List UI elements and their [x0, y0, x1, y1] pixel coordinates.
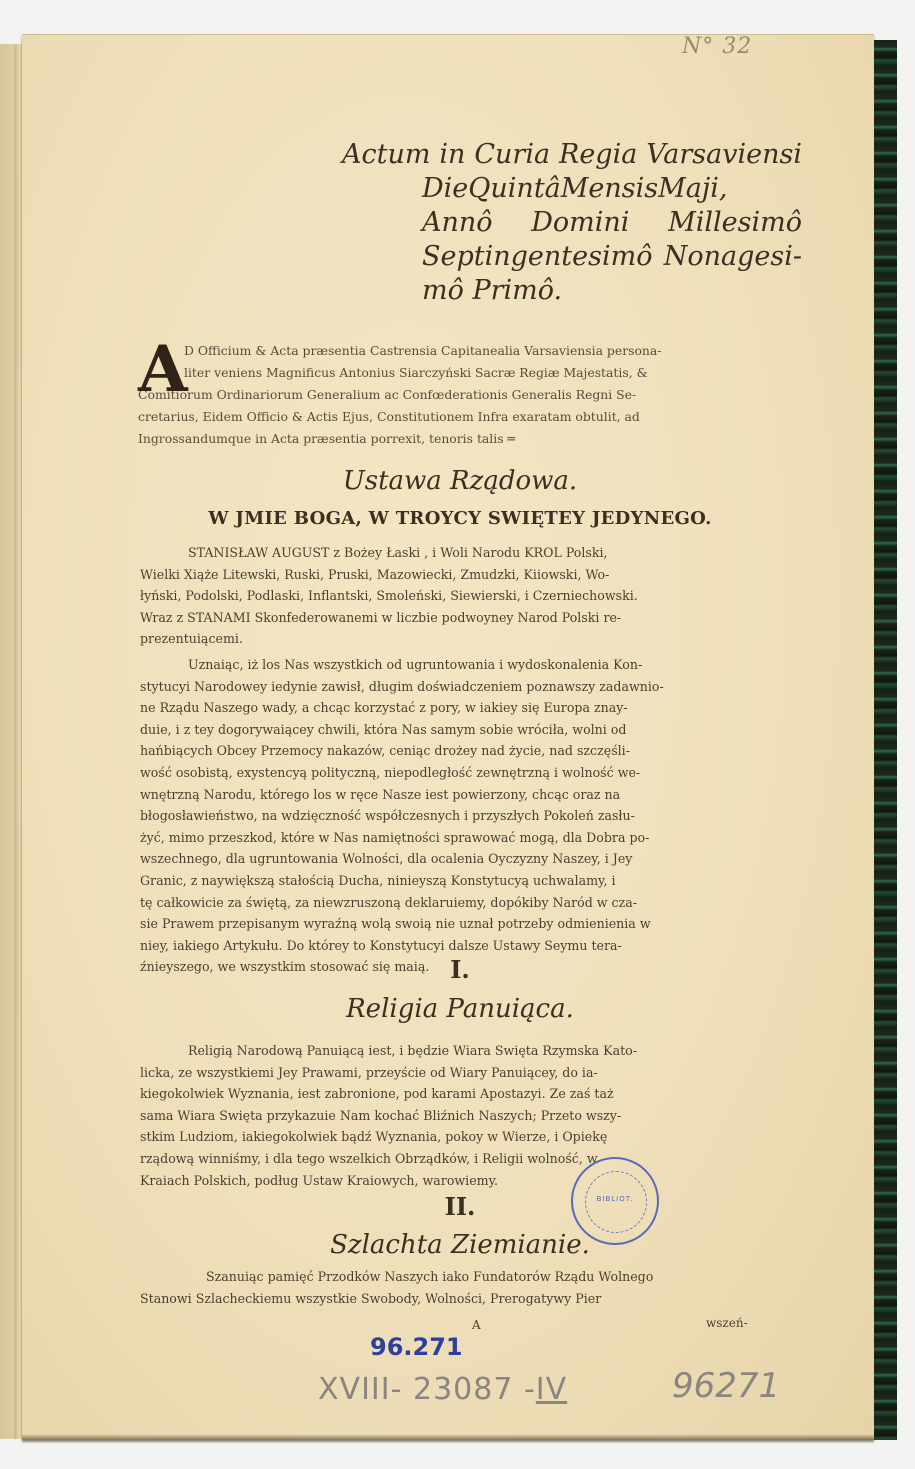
- pencil-inventory-number: 96271: [672, 1366, 781, 1406]
- section-2-numeral: II.: [444, 1192, 476, 1221]
- preamble-line: prezentuiącemi.: [140, 631, 243, 647]
- body-line: wnętrzną Narodu, którego los w ręce Nasze iest powierzony, chcąc oraz na: [140, 786, 621, 802]
- heading-line-4: [342, 240, 802, 274]
- body-line: Granic, z naywiększą stałością Ducha, ninieyszą Konstytucyą uchwalamy, i: [140, 872, 616, 888]
- body-line: stytucyi Narodowey iedynie zawisł, długim doświadczeniem poznawszy zadawnio-: [140, 678, 664, 694]
- invocation: W JMIE BOGA, W TROYCY SWIĘTEY JEDYNEGO.: [208, 508, 712, 529]
- intro-line: cretarius, Eidem Officio & Actis Ejus, Constitutionem Infra exaratam obtulit, ad: [138, 409, 640, 424]
- drop-cap: A: [138, 332, 188, 407]
- section-1-line: kiegokolwiek Wyznania, iest zabronione, pod karami Apostazyi. Ze zaś taż: [140, 1086, 614, 1102]
- section-1-line: sama Wiara Swięta przykazuie Nam kochać Bliźnich Naszych; Przeto wszy-: [140, 1107, 622, 1123]
- latin-heading: [342, 138, 802, 308]
- intro-line: liter veniens Magnificus Antonius Siarczyński Sacræ Regiæ Majestatis, &: [184, 365, 648, 380]
- heading-word: Domini: [531, 207, 630, 238]
- heading-word: Die: [422, 173, 469, 204]
- heading-word: Actum: [342, 139, 431, 170]
- body-line: hańbiących Obcey Przemocy nakazów, ceniąc drożey nad życie, nad szczęśli-: [140, 743, 630, 759]
- section-1-line: rządową winniśmy, i dla tego wszelkich Obrządków, i Religii wolność, w: [140, 1150, 598, 1166]
- shelfmark-number: - 23087 -: [390, 1372, 536, 1407]
- heading-line-1: [342, 138, 802, 172]
- heading-word: Regia: [559, 139, 638, 170]
- body-line: ne Rządu Naszego wady, a chcąc korzystać z pory, w iakiey się Europa znay-: [140, 700, 628, 716]
- section-1-title: Religia Panuiąca.: [346, 994, 574, 1024]
- document-title: Ustawa Rządowa.: [342, 466, 578, 496]
- signature-mark: A: [472, 1318, 481, 1332]
- heading-word: Quintâ: [468, 173, 561, 204]
- body-line: duie, i z tey dogorywaiącey chwili, która Nas samym sobie wróciła, wolni od: [140, 721, 627, 737]
- body-line: Uznaiąc, iż los Nas wszystkich od ugruntowania i wydoskonalenia Kon-: [188, 657, 643, 672]
- preamble-line: Wielki Xiąże Litewski, Ruski, Pruski, Mazowiecki, Zmudzki, Kiiowski, Wo-: [140, 566, 610, 582]
- intro-line: D Officium & Acta præsentia Castrensia Capitanealia Varsaviensia persona-: [184, 343, 662, 358]
- marbled-spine-edge: [874, 40, 897, 1440]
- body-line: niey, iakiego Artykułu. Do którey to Konstytucyi dalsze Ustawy Seymu tera-: [140, 937, 622, 953]
- intro-paragraph: [138, 332, 782, 450]
- shelfmark-suffix: IV: [535, 1372, 568, 1407]
- heading-word: Annô: [422, 207, 493, 238]
- body-line: wszechnego, dla ugruntowania Wolności, dla ocalenia Oyczyzny Naszey, i Jey: [140, 851, 633, 867]
- heading-word: Curia: [474, 139, 551, 170]
- section-1-line: stkim Ludziom, iakiegokolwiek bądź Wyznania, pokoy w Wierze, i Opiekę: [140, 1129, 608, 1145]
- heading-word: Nonagesi-: [663, 241, 802, 272]
- body-line: sie Prawem przepisanym wyraźną wolą swoią nie uznał potrzeby odmienienia w: [140, 916, 651, 932]
- intro-line: Ingrossandumque in Acta præsentia porrexit, tenoris talis ═: [138, 431, 515, 446]
- preamble-line: łyński, Podolski, Podlaski, Inflantski, Smoleński, Siewierski, i Czerniechowski.: [140, 588, 638, 604]
- section-1-line: Kraiach Polskich, podług Ustaw Kraiowych, warowiemy.: [140, 1172, 499, 1188]
- body-line: źnieyszego, we wszystkim stosować się maią.: [140, 959, 430, 975]
- heading-word: Maji,: [658, 173, 728, 204]
- preamble-line: STANISŁAW AUGUST z Bożey Łaski , i Woli Narodu KROL Polski,: [188, 545, 608, 560]
- intro-line: Comitiorum Ordinariorum Generalium ac Confœderationis Generalis Regni Se-: [138, 387, 637, 402]
- manuscript-number: N° 32: [682, 34, 753, 59]
- section-2-line: Stanowi Szlacheckiemu wszystkie Swobody, Wolności, Prerogatywy Pier: [140, 1290, 602, 1306]
- section-2-title: Szlachta Ziemianie.: [330, 1230, 590, 1260]
- catchword: wszeń-: [706, 1316, 748, 1330]
- body-paragraph: [140, 654, 782, 978]
- pencil-shelfmark: [318, 1372, 567, 1407]
- section-1-paragraph: [140, 1040, 782, 1191]
- body-line: żyć, mimo przeszkod, które w Nas namiętności sprawować mogą, dla Dobra po-: [140, 829, 650, 845]
- section-1-line: licka, ze wszystkiemi Jey Prawami, przeyście od Wiary Panuiącey, do ia-: [140, 1064, 598, 1080]
- heading-word: Varsaviensi: [646, 139, 802, 170]
- section-1-line: Religią Narodową Panuiącą iest, i będzie Wiara Swięta Rzymska Kato-: [188, 1043, 637, 1058]
- heading-line-2: [342, 172, 728, 206]
- preamble: [140, 542, 782, 650]
- body-line: wość osobistą, exystencyą polityczną, niepodległość zewnętrzną i wolność we-: [140, 764, 641, 780]
- preamble-line: Wraz z STANAMI Skonfederowanemi w liczbie podwoyney Narod Polski re-: [140, 609, 622, 625]
- body-line: tę całkowicie za świętą, za niewzruszoną deklaruiemy, dopókiby Naród w cza-: [140, 894, 637, 910]
- heading-line-3: [342, 206, 802, 240]
- inventory-stamp-number: 96.271: [370, 1333, 463, 1361]
- heading-word: Millesimô: [668, 207, 802, 238]
- stamp-label: BIBLIOT.: [596, 1195, 634, 1203]
- heading-word: Septingentesimô: [422, 241, 653, 272]
- heading-line-5: mô Primô.: [422, 275, 563, 306]
- section-2-line: Szanuiąc pamięć Przodków Naszych iako Fundatorów Rządu Wolnego: [206, 1269, 654, 1284]
- section-2-paragraph: [140, 1266, 782, 1309]
- body-line: błogosławieństwo, na wdzięczność współczesnych i przyszłych Pokoleń zasłu-: [140, 808, 635, 824]
- heading-word: in: [439, 139, 466, 170]
- shelfmark-prefix: XVIII: [318, 1372, 391, 1407]
- section-1-numeral: I.: [450, 955, 470, 984]
- heading-word: Mensis: [560, 173, 659, 204]
